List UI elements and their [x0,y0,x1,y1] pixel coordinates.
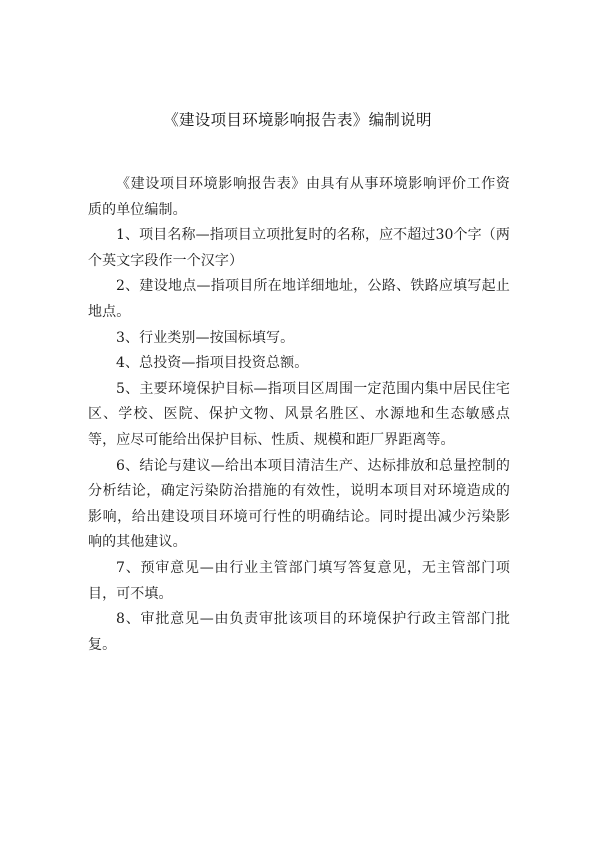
item-approval: 8、审批意见—由负责审批该项目的环境保护行政主管部门批复。 [88,611,510,653]
item-conclusions: 6、结论与建议—给出本项目清洁生产、达标排放和总量控制的分析结论，确定污染防治措施的有效性，说明本项目对环境造成的影响，给出建设项目环境可行性的明确结论。同时提出减少污染影响的其他建议。 [88,457,510,551]
item-protection-targets: 5、主要环境保护目标—指项目区周围一定范围内集中居民住宅区、学校、医院、保护文物、风景名胜区、水源地和生态敏感点等，应尽可能给出保护目标、性质、规模和距厂界距离等。 [88,380,510,448]
document-title: 《建设项目环境影响报告表》编制说明 [163,111,432,129]
document-body [88,172,510,658]
item-construction-site: 2、建设地点—指项目所在地详细地址，公路、铁路应填写起止地点。 [88,278,510,320]
intro-paragraph: 《建设项目环境影响报告表》由具有从事环境影响评价工作资质的单位编制。 [88,176,510,218]
item-pre-review: 7、预审意见—由行业主管部门填写答复意见，无主管部门项目，可不填。 [88,559,510,602]
item-total-investment: 4、总投资—指项目投资总额。 [116,355,309,372]
item-industry-category: 3、行业类别—按国标填写。 [116,329,295,346]
item-project-name: 1、项目名称—指项目立项批复时的名称，应不超过30个字（两个英文字段作一个汉字） [88,227,510,269]
